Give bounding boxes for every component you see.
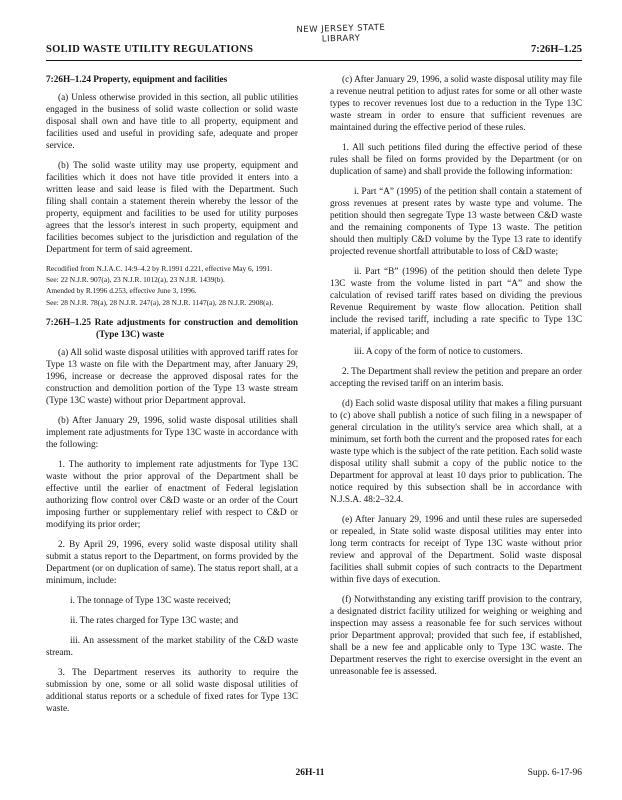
history-note-2: See: 22 N.J.R. 907(a), 23 N.J.R. 1012(a), 23 N.J.R. 1439(b). xyxy=(46,275,225,285)
paragraph-b-1: 1. The authority to implement rate adjustments for Type 13C waste without the prior approval of the Department shall be effective until the earlier of enactment of Federal legislation authorizing flow control over C&D waste or an order of the Court imposing further or supplementary relief with respect to C&D or modifying its prior order; xyxy=(46,459,298,530)
supplement-date: Supp. 6-17-96 xyxy=(527,768,582,778)
paragraph-c: (c) After January 29, 1996, a solid waste disposal utility may file a revenue neutral petition to adjust rates for some or all other waste types to recover revenues lost due to a reduction in the Type 13C waste stream in order to ensure that sufficient revenues are maintained during the effective period of these rules. xyxy=(330,75,582,133)
history-note-1: Recodified from N.J.A.C. 14:9–4.2 by R.1991 d.221, effective May 6, 1991. xyxy=(46,264,273,273)
page-number: 26H-11 xyxy=(295,768,325,778)
paragraph-b-2-i: i. The tonnage of Type 13C waste received; xyxy=(70,595,231,606)
left-column xyxy=(46,74,298,723)
paragraph-c-1-i: i. Part “A” (1995) of the petition shall contain a statement of gross revenues at present rates by waste type and volume. The petition should then segregate Type 13 waste between C&D waste and the remaining components of Type 13 waste. The petition should then multiply C&D volume by the Type 13 rate to identify projected revenue shortfall attributable to loss of C&D waste; xyxy=(330,187,582,257)
history-note-4: See: 28 N.J.R. 78(a), 28 N.J.R. 247(a), 28 N.J.R. 1147(a), 28 N.J.R. 2908(a). xyxy=(46,297,274,307)
paragraph-c-2: 2. The Department shall review the petition and prepare an order accepting the revised tariff on an interim basis. xyxy=(330,367,582,389)
section-1-25-heading: 7:26H–1.25 Rate adjustments for construction and demolition (Type 13C) waste xyxy=(46,317,298,340)
paragraph-1-25-a: (a) All solid waste disposal utilities with approved tariff rates for Type 13 waste on file with the Department may, after January 29, 1996, increase or decrease the approved disposal rates for the construction and demolition portion of the Type 13 waste stream (Type 13C waste) without prior Department approval. xyxy=(46,347,298,406)
paragraph-f: (f) Notwithstanding any existing tariff provision to the contrary, a designated district facility utilized for weighing or weighing and inspection may assess a reasonable fee for such services without prior Department approval; provided that such fee, if established, shall be a new fee and applicable only to Type 13C waste. The Department reserves the right to exercise oversight in the event an unreasonable fee is assessed. xyxy=(330,595,582,677)
paragraph-e: (e) After January 29, 1996 and until these rules are superseded or repealed, in State solid waste disposal utilities may enter into long term contracts for receipt of Type 13C waste without prior review and approval of the Department. Solid waste disposal facilities shall submit copies of such contracts to the Department within five days of execution. xyxy=(330,515,582,585)
paragraph-c-1-ii: ii. Part “B” (1996) of the petition should then delete Type 13C waste from the volume listed in part “A” and show the calculation of revised tariff rates based on dividing the previous Revenue Requirement by waste flow allocation. Petition shall include the revised tariff, including a rate specific to Type 13C material, if applicable; and xyxy=(330,267,582,337)
header-title: SOLID WASTE UTILITY REGULATIONS xyxy=(46,44,254,55)
paragraph-b-2: 2. By April 29, 1996, every solid waste disposal utility shall submit a status report to the Department, on forms provided by the Department (or on duplication of same). The status report shall, at a minimum, include: xyxy=(46,539,298,586)
right-column xyxy=(330,74,582,686)
history-note-3: Amended by R.1996 d.253, effective June 3, 1996. xyxy=(46,286,197,296)
paragraph-b-2-ii: ii. The rates charged for Type 13C waste; and xyxy=(70,615,239,626)
section-1-24-heading: 7:26H–1.24 Property, equipment and facilities xyxy=(46,75,228,85)
paragraph-b-3: 3. The Department reserves its authority to require the submission by one, some or all solid waste disposal utilities of additional status reports or a schedule of fixed rates for Type 13C waste. xyxy=(46,667,298,714)
paragraph-c-1: 1. All such petitions filed during the effective period of these rules shall be filed on forms provided by the Department (or on duplication of same) and shall provide the following information: xyxy=(330,143,582,177)
paragraph-1-24-a: (a) Unless otherwise provided in this section, all public utilities engaged in the business of solid waste collection or solid waste disposal shall own and have title to all property, equipment and facilities used and useful in providing safe, adequate and proper service. xyxy=(46,93,298,151)
header-section-number: 7:26H–1.25 xyxy=(530,44,582,55)
paragraph-1-25-b: (b) After January 29, 1996, solid waste disposal utilities shall implement rate adjustments for Type 13C waste in accordance with the following: xyxy=(46,415,298,450)
paragraph-b-2-iii: iii. An assessment of the market stability of the C&D waste stream. xyxy=(46,635,298,658)
paragraph-1-24-b: (b) The solid waste utility may use property, equipment and facilities which it does not have title provided it enters into a written lease and said lease is filed with the Department. Such filing shall contain a statement therein whereby the lessor of the property, equipment and facilities to be used for utility purposes agrees that the lessor's interest in such property, equipment and facilities becomes subject to the jurisdiction and regulation of the Department for term of said agreement. xyxy=(46,161,298,255)
paragraph-d: (d) Each solid waste disposal utility that makes a filing pursuant to (c) above shall publish a notice of such filing in a newspaper of general circulation in the utility's service area which shall, at a minimum, set forth both the current and the proposed rates for each waste type which is the subject of the rate petition. Each solid waste disposal utility shall submit a copy of the public notice to the Department for approval at least 10 days prior to publication. The notice required by this subsection shall be in accordance with N.J.S.A. 48:2–32.4. xyxy=(330,399,582,505)
paragraph-c-1-iii: iii. A copy of the form of notice to customers. xyxy=(354,347,523,357)
library-stamp: NEW JERSEY STATE LIBRARY xyxy=(296,22,386,45)
page-header xyxy=(46,44,582,61)
